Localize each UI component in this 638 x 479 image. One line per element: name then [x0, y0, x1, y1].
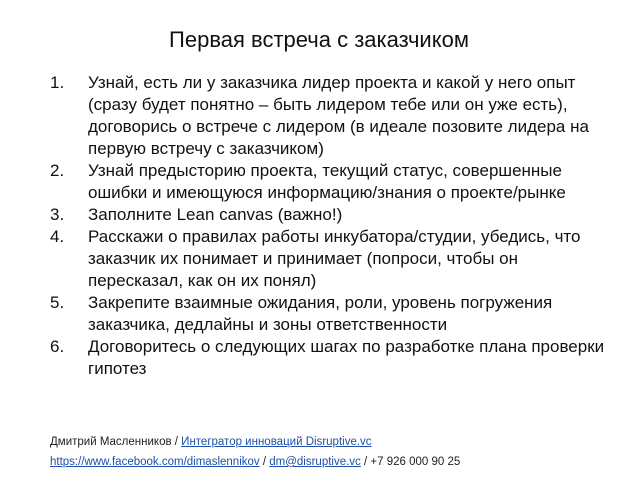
author-name: Дмитрий Масленников: [50, 436, 172, 448]
separator: /: [259, 456, 270, 468]
company-link[interactable]: Интегратор инноваций Disruptive.vc: [181, 436, 372, 448]
item-number: 4.: [50, 227, 65, 246]
item-number: 6.: [50, 337, 65, 356]
facebook-link[interactable]: https://www.facebook.com/dimaslennikov: [50, 456, 260, 468]
item-number: 3.: [50, 205, 65, 224]
footer-line-1: [50, 432, 460, 452]
item-number: 2.: [50, 161, 65, 180]
list-item: [50, 160, 610, 204]
list-item: [50, 226, 610, 292]
item-text: Узнай, есть ли у заказчика лидер проекта и какой у него опыт (сразу будет понятно – быть лидером тебе или он уже есть), договорись о встрече с лидером (в идеале позовите лидера на первую встречу с заказчиком): [88, 73, 589, 158]
item-number: 5.: [50, 293, 65, 312]
separator: /: [360, 456, 371, 468]
steps-list: [50, 72, 610, 380]
slide-title: Первая встреча с заказчиком: [169, 27, 469, 52]
list-item: [50, 292, 610, 336]
item-text: Узнай предысторию проекта, текущий статус, совершенные ошибки и имеющуюся информацию/знания о проекте/рынке: [88, 161, 566, 202]
item-text: Закрепите взаимные ожидания, роли, уровень погружения заказчика, дедлайны и зоны ответственности: [88, 293, 553, 334]
email-link[interactable]: dm@disruptive.vc: [269, 456, 361, 468]
item-number: 1.: [50, 73, 65, 92]
item-text: Договоритесь о следующих шагах по разработке плана проверки гипотез: [88, 337, 605, 378]
footer: [50, 432, 460, 472]
footer-line-2: [50, 452, 460, 472]
list-item: [50, 336, 610, 380]
separator: /: [171, 436, 182, 448]
phone-number: +7 926 000 90 25: [370, 456, 461, 468]
list-item: [50, 204, 610, 226]
list-item: [50, 72, 610, 160]
item-text: Заполните Lean canvas (важно!): [88, 205, 343, 224]
item-text: Расскажи о правилах работы инкубатора/студии, убедись, что заказчик их понимает и принимает (попроси, чтобы он пересказал, как он их понял): [88, 227, 581, 290]
